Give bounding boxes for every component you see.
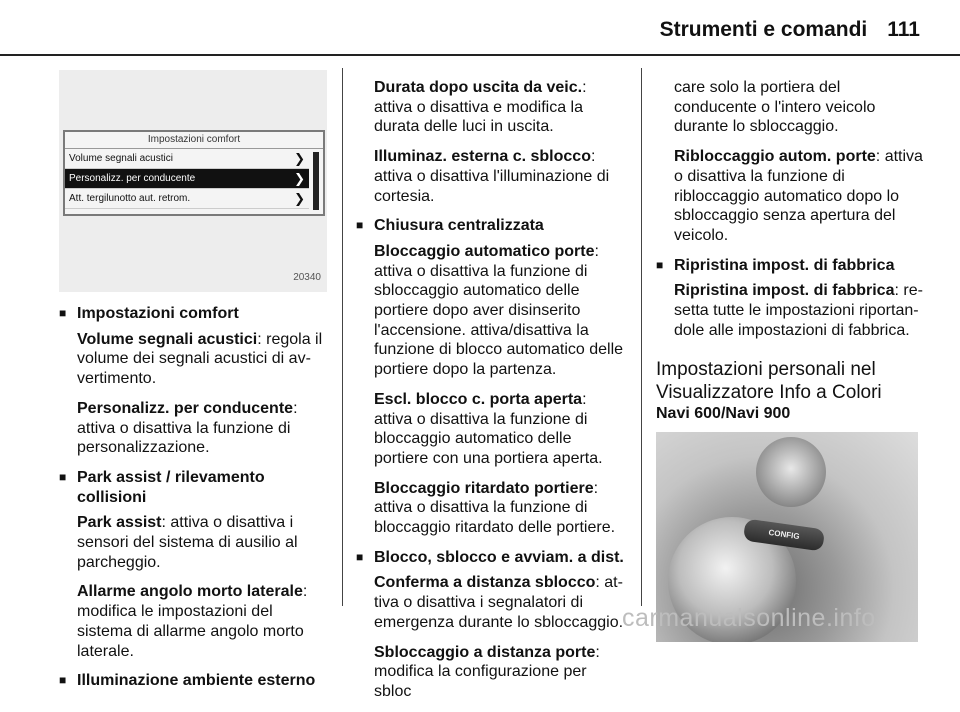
bullet-heading: ■ Illuminazione ambiente esterno bbox=[59, 671, 327, 691]
screen-scrollbar bbox=[313, 152, 319, 210]
chevron-right-icon: ❯ bbox=[294, 151, 305, 166]
paragraph: Ripristina impost. di fabbrica: resetta tutte le impostazioni riportandole alle impostazioni di fabbrica. bbox=[674, 282, 923, 339]
paragraph: Conferma a distanza sblocco: attiva o disattiva i segnalatori di emergenza durante lo sbloccaggio. bbox=[374, 574, 624, 631]
paragraph: Ribloccaggio autom. porte: attiva o disattiva la funzione di ribloccaggio automatico dopo lo sbloccaggio senza apertura del veicolo. bbox=[674, 148, 923, 244]
paragraph: Bloccaggio ritardato portiere: attiva o disattiva la funzione di bloccaggio ritardato delle portiere. bbox=[374, 479, 616, 537]
column-1 bbox=[59, 70, 327, 697]
screen-title: Impostazioni comfort bbox=[65, 132, 323, 149]
paragraph: Durata dopo uscita da veic.: attiva o disattiva e modifica la durata delle luci in uscita. bbox=[374, 79, 587, 136]
column-divider bbox=[641, 68, 642, 606]
screen-row: Att. tergilunotto aut. retrom. ❯ bbox=[65, 189, 309, 209]
paragraph: care solo la portiera del conducente o l'intero veicolo durante lo sbloccaggio. bbox=[674, 79, 876, 136]
paragraph: Personalizz. per conducente: attiva o disattiva la funzione di personalizzazione. bbox=[77, 399, 298, 457]
paragraph: Sbloccaggio a distanza porte: modifica la configurazione per sbloc bbox=[374, 643, 600, 700]
bullet-heading: ■ Chiusura centralizzata bbox=[356, 216, 626, 236]
column-divider bbox=[342, 68, 343, 606]
screen-row: Volume segnali acustici ❯ bbox=[65, 149, 309, 169]
settings-screen bbox=[63, 130, 325, 216]
figure-number: 20340 bbox=[293, 272, 321, 284]
settings-figure bbox=[59, 70, 327, 292]
control-knob-icon bbox=[756, 437, 826, 507]
column-3 bbox=[656, 78, 926, 642]
header-rule bbox=[0, 54, 960, 56]
chevron-right-icon: ❯ bbox=[294, 171, 305, 186]
bullet-heading: ■ Park assist / rilevamento collisioni bbox=[59, 468, 327, 507]
watermark: carmanualsonline.info bbox=[622, 604, 876, 632]
subsection-heading: Navi 600/Navi 900 bbox=[656, 405, 791, 423]
bullet-heading: ■ Blocco, sblocco e avviam. a dist. bbox=[356, 548, 626, 568]
page-header bbox=[660, 18, 920, 42]
header-title: Strumenti e comandi bbox=[659, 18, 868, 41]
bullet-heading: ■ Ripristina impost. di fabbrica bbox=[656, 256, 926, 276]
screen-row-selected: Personalizz. per conducente ❯ bbox=[65, 169, 309, 189]
column-2 bbox=[356, 78, 626, 712]
bullet-heading: ■ Impostazioni comfort bbox=[59, 304, 327, 324]
paragraph: Volume segnali acustici: regola il volume dei segnali acustici di avvertimento. bbox=[77, 330, 323, 388]
paragraph: Allarme angolo morto laterale: modifica le impostazioni del sistema di allarme angolo morto laterale. bbox=[77, 583, 308, 660]
section-heading: Impostazioni personali nel Visualizzatore Info a Colori bbox=[656, 359, 882, 404]
config-button: CONFIG bbox=[743, 519, 825, 552]
page-number: 111 bbox=[887, 18, 920, 41]
chevron-right-icon: ❯ bbox=[294, 191, 305, 206]
paragraph: Illuminaz. esterna c. sblocco: attiva o disattiva l'illuminazione di cortesia. bbox=[374, 148, 610, 205]
paragraph: Bloccaggio automatico porte: attiva o disattiva la funzione di sbloccaggio automatico delle portiere dopo aver disinserito l'accensione. attiva/disattiva la funzione di blocco automatico delle portiere dopo la partenza. bbox=[374, 242, 624, 379]
paragraph: Park assist: attiva o disattiva i sensori del sistema di ausilio al parcheggio. bbox=[77, 514, 298, 571]
paragraph: Escl. blocco c. porta aperta: attiva o disattiva la funzione di bloccaggio automatico delle portiere con una portiera aperta. bbox=[374, 390, 603, 467]
